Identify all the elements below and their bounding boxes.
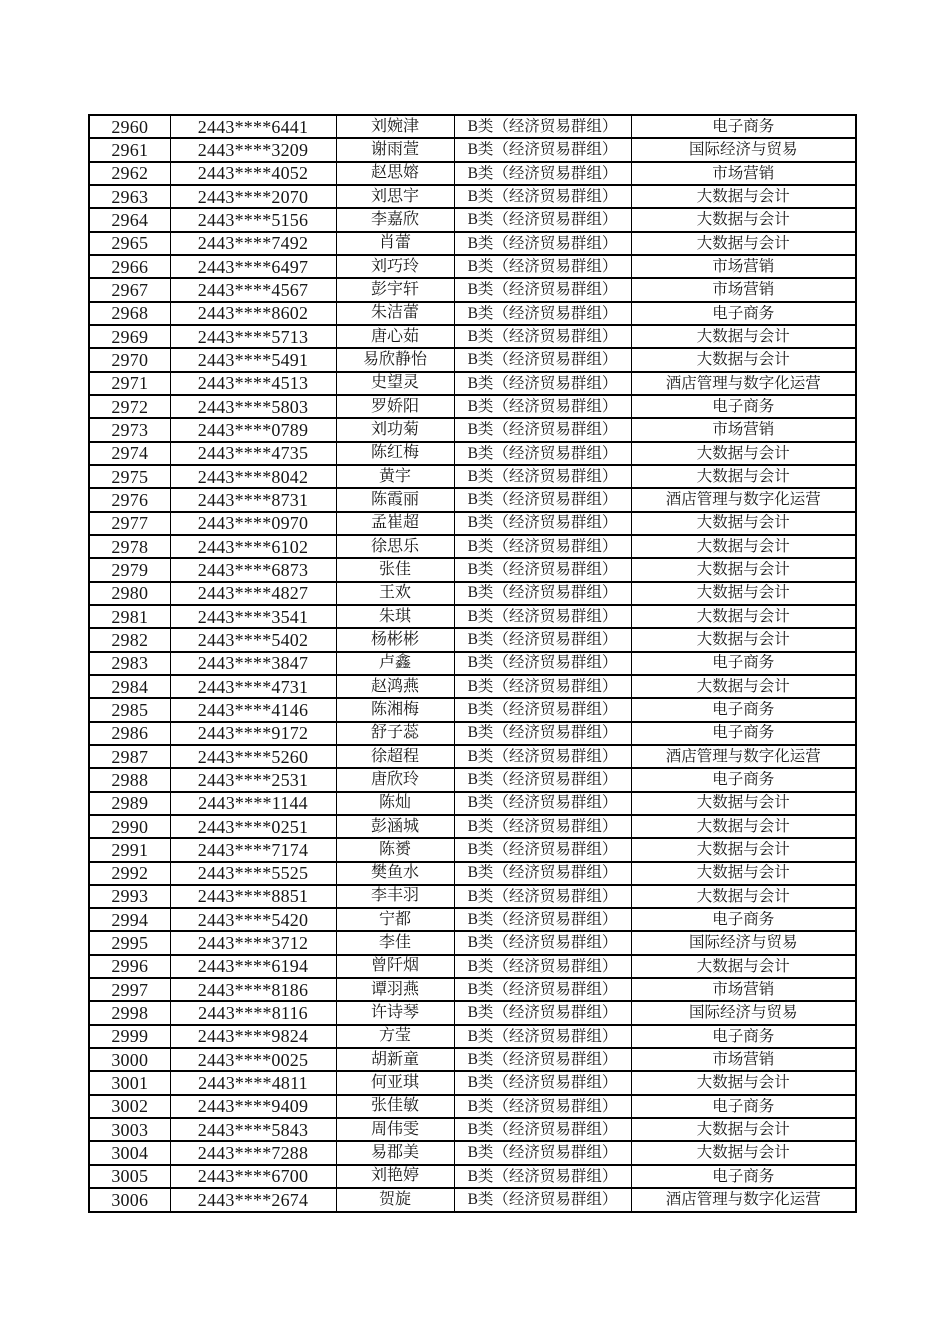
exam-category-cell: B类（经济贸易群组） <box>454 885 631 908</box>
candidate-name-cell: 何亚琪 <box>336 1071 454 1094</box>
masked-exam-id-cell: 2443****3712 <box>170 931 336 954</box>
exam-category-cell: B类（经济贸易群组） <box>454 185 631 208</box>
masked-exam-id-cell: 2443****4811 <box>170 1071 336 1094</box>
candidate-name-cell: 彭宇轩 <box>336 278 454 301</box>
serial-number-cell: 2984 <box>89 675 170 698</box>
candidate-name-cell: 方莹 <box>336 1025 454 1048</box>
candidate-name-cell: 胡新童 <box>336 1048 454 1071</box>
exam-category-cell: B类（经济贸易群组） <box>454 838 631 861</box>
masked-exam-id-cell: 2443****7492 <box>170 232 336 255</box>
admitted-major-cell: 大数据与会计 <box>631 675 856 698</box>
admitted-major-cell: 大数据与会计 <box>631 885 856 908</box>
serial-number-cell: 2970 <box>89 348 170 371</box>
exam-category-cell: B类（经济贸易群组） <box>454 558 631 581</box>
serial-number-cell: 3006 <box>89 1188 170 1212</box>
admitted-major-cell: 大数据与会计 <box>631 1071 856 1094</box>
serial-number-cell: 2979 <box>89 558 170 581</box>
exam-category-cell: B类（经济贸易群组） <box>454 442 631 465</box>
admitted-major-cell: 电子商务 <box>631 698 856 721</box>
exam-category-cell: B类（经济贸易群组） <box>454 138 631 161</box>
exam-category-cell: B类（经济贸易群组） <box>454 255 631 278</box>
candidate-name-cell: 陈灿 <box>336 792 454 815</box>
roster-table-row <box>89 862 856 885</box>
masked-exam-id-cell: 2443****4827 <box>170 582 336 605</box>
masked-exam-id-cell: 2443****4735 <box>170 442 336 465</box>
exam-category-cell: B类（经济贸易群组） <box>454 908 631 931</box>
candidate-name-cell: 肖蕾 <box>336 232 454 255</box>
candidate-name-cell: 陈红梅 <box>336 442 454 465</box>
serial-number-cell: 2994 <box>89 908 170 931</box>
masked-exam-id-cell: 2443****1144 <box>170 792 336 815</box>
masked-exam-id-cell: 2443****5803 <box>170 395 336 418</box>
serial-number-cell: 3000 <box>89 1048 170 1071</box>
exam-category-cell: B类（经济贸易群组） <box>454 208 631 231</box>
candidate-name-cell: 黄宇 <box>336 465 454 488</box>
admitted-major-cell: 大数据与会计 <box>631 815 856 838</box>
candidate-name-cell: 刘巧玲 <box>336 255 454 278</box>
candidate-name-cell: 徐超程 <box>336 745 454 768</box>
masked-exam-id-cell: 2443****5402 <box>170 628 336 651</box>
exam-category-cell: B类（经济贸易群组） <box>454 115 631 138</box>
masked-exam-id-cell: 2443****6497 <box>170 255 336 278</box>
masked-exam-id-cell: 2443****3209 <box>170 138 336 161</box>
masked-exam-id-cell: 2443****8602 <box>170 302 336 325</box>
serial-number-cell: 2991 <box>89 838 170 861</box>
masked-exam-id-cell: 2443****4567 <box>170 278 336 301</box>
masked-exam-id-cell: 2443****6194 <box>170 955 336 978</box>
exam-category-cell: B类（经济贸易群组） <box>454 1188 631 1212</box>
roster-table-row <box>89 908 856 931</box>
candidate-name-cell: 陈霞丽 <box>336 488 454 511</box>
admitted-major-cell: 电子商务 <box>631 1025 856 1048</box>
exam-category-cell: B类（经济贸易群组） <box>454 652 631 675</box>
candidate-name-cell: 王欢 <box>336 582 454 605</box>
masked-exam-id-cell: 2443****2674 <box>170 1188 336 1212</box>
serial-number-cell: 2985 <box>89 698 170 721</box>
exam-category-cell: B类（经济贸易群组） <box>454 931 631 954</box>
candidate-name-cell: 朱琪 <box>336 605 454 628</box>
exam-category-cell: B类（经济贸易群组） <box>454 325 631 348</box>
masked-exam-id-cell: 2443****8851 <box>170 885 336 908</box>
serial-number-cell: 2960 <box>89 115 170 138</box>
candidate-name-cell: 陈赟 <box>336 838 454 861</box>
roster-table-row <box>89 185 856 208</box>
roster-table-row <box>89 1188 856 1212</box>
candidate-name-cell: 唐欣玲 <box>336 768 454 791</box>
roster-table-row <box>89 1001 856 1024</box>
exam-category-cell: B类（经济贸易群组） <box>454 978 631 1001</box>
candidate-name-cell: 彭涵城 <box>336 815 454 838</box>
roster-table-row <box>89 815 856 838</box>
serial-number-cell: 2965 <box>89 232 170 255</box>
serial-number-cell: 3002 <box>89 1095 170 1118</box>
roster-table-row <box>89 1165 856 1188</box>
admitted-major-cell: 市场营销 <box>631 418 856 441</box>
serial-number-cell: 2968 <box>89 302 170 325</box>
exam-category-cell: B类（经济贸易群组） <box>454 792 631 815</box>
serial-number-cell: 2966 <box>89 255 170 278</box>
roster-table-row <box>89 278 856 301</box>
exam-category-cell: B类（经济贸易群组） <box>454 582 631 605</box>
admitted-major-cell: 电子商务 <box>631 1095 856 1118</box>
masked-exam-id-cell: 2443****5491 <box>170 348 336 371</box>
masked-exam-id-cell: 2443****9172 <box>170 722 336 745</box>
roster-table-row <box>89 768 856 791</box>
roster-table-row <box>89 838 856 861</box>
masked-exam-id-cell: 2443****8186 <box>170 978 336 1001</box>
masked-exam-id-cell: 2443****5525 <box>170 862 336 885</box>
admitted-major-cell: 酒店管理与数字化运营 <box>631 1188 856 1212</box>
candidate-name-cell: 李佳 <box>336 931 454 954</box>
candidate-name-cell: 孟崔超 <box>336 512 454 535</box>
admitted-major-cell: 市场营销 <box>631 1048 856 1071</box>
exam-category-cell: B类（经济贸易群组） <box>454 302 631 325</box>
admitted-major-cell: 大数据与会计 <box>631 325 856 348</box>
masked-exam-id-cell: 2443****4513 <box>170 372 336 395</box>
exam-category-cell: B类（经济贸易群组） <box>454 815 631 838</box>
candidate-name-cell: 李嘉欣 <box>336 208 454 231</box>
roster-table-row <box>89 722 856 745</box>
roster-table-row <box>89 302 856 325</box>
candidate-name-cell: 易欣静怡 <box>336 348 454 371</box>
serial-number-cell: 2962 <box>89 162 170 185</box>
roster-table-row <box>89 232 856 255</box>
roster-table-row <box>89 488 856 511</box>
exam-category-cell: B类（经济贸易群组） <box>454 955 631 978</box>
exam-category-cell: B类（经济贸易群组） <box>454 1095 631 1118</box>
candidate-name-cell: 谢雨萱 <box>336 138 454 161</box>
roster-table-row <box>89 348 856 371</box>
candidate-name-cell: 陈湘梅 <box>336 698 454 721</box>
exam-category-cell: B类（经济贸易群组） <box>454 488 631 511</box>
candidate-name-cell: 许诗琴 <box>336 1001 454 1024</box>
exam-category-cell: B类（经济贸易群组） <box>454 698 631 721</box>
admitted-major-cell: 大数据与会计 <box>631 232 856 255</box>
masked-exam-id-cell: 2443****3541 <box>170 605 336 628</box>
serial-number-cell: 2981 <box>89 605 170 628</box>
admitted-major-cell: 电子商务 <box>631 1165 856 1188</box>
roster-table-row <box>89 442 856 465</box>
admitted-major-cell: 大数据与会计 <box>631 792 856 815</box>
candidate-name-cell: 赵思嫆 <box>336 162 454 185</box>
admitted-major-cell: 大数据与会计 <box>631 348 856 371</box>
exam-category-cell: B类（经济贸易群组） <box>454 512 631 535</box>
roster-table-row <box>89 558 856 581</box>
exam-category-cell: B类（经济贸易群组） <box>454 1001 631 1024</box>
admitted-major-cell: 市场营销 <box>631 978 856 1001</box>
serial-number-cell: 2974 <box>89 442 170 465</box>
admitted-major-cell: 大数据与会计 <box>631 465 856 488</box>
roster-table-row <box>89 698 856 721</box>
serial-number-cell: 3004 <box>89 1141 170 1164</box>
roster-table-row <box>89 792 856 815</box>
masked-exam-id-cell: 2443****5420 <box>170 908 336 931</box>
serial-number-cell: 2976 <box>89 488 170 511</box>
exam-category-cell: B类（经济贸易群组） <box>454 1048 631 1071</box>
masked-exam-id-cell: 2443****4146 <box>170 698 336 721</box>
exam-category-cell: B类（经济贸易群组） <box>454 348 631 371</box>
roster-table-row <box>89 885 856 908</box>
serial-number-cell: 2998 <box>89 1001 170 1024</box>
exam-category-cell: B类（经济贸易群组） <box>454 1165 631 1188</box>
roster-table-row <box>89 931 856 954</box>
masked-exam-id-cell: 2443****7174 <box>170 838 336 861</box>
candidate-name-cell: 刘艳婷 <box>336 1165 454 1188</box>
roster-table-row <box>89 255 856 278</box>
serial-number-cell: 2992 <box>89 862 170 885</box>
serial-number-cell: 2977 <box>89 512 170 535</box>
roster-table-row <box>89 418 856 441</box>
admitted-major-cell: 市场营销 <box>631 255 856 278</box>
roster-table-row <box>89 1071 856 1094</box>
admitted-major-cell: 大数据与会计 <box>631 838 856 861</box>
roster-table-row <box>89 395 856 418</box>
candidate-name-cell: 周伟雯 <box>336 1118 454 1141</box>
serial-number-cell: 2975 <box>89 465 170 488</box>
roster-table-row <box>89 162 856 185</box>
roster-table-row <box>89 372 856 395</box>
admitted-major-cell: 大数据与会计 <box>631 185 856 208</box>
serial-number-cell: 2986 <box>89 722 170 745</box>
admitted-major-cell: 大数据与会计 <box>631 512 856 535</box>
masked-exam-id-cell: 2443****3847 <box>170 652 336 675</box>
roster-table-row <box>89 1118 856 1141</box>
admitted-major-cell: 电子商务 <box>631 395 856 418</box>
admitted-major-cell: 市场营销 <box>631 162 856 185</box>
admitted-major-cell: 大数据与会计 <box>631 628 856 651</box>
candidate-name-cell: 宁都 <box>336 908 454 931</box>
admitted-major-cell: 大数据与会计 <box>631 1141 856 1164</box>
roster-table-row <box>89 115 856 138</box>
serial-number-cell: 2971 <box>89 372 170 395</box>
candidate-name-cell: 史望灵 <box>336 372 454 395</box>
candidate-name-cell: 张佳 <box>336 558 454 581</box>
roster-table-row <box>89 1095 856 1118</box>
masked-exam-id-cell: 2443****0970 <box>170 512 336 535</box>
masked-exam-id-cell: 2443****8042 <box>170 465 336 488</box>
masked-exam-id-cell: 2443****2531 <box>170 768 336 791</box>
masked-exam-id-cell: 2443****5713 <box>170 325 336 348</box>
candidate-name-cell: 樊鱼水 <box>336 862 454 885</box>
admitted-major-cell: 电子商务 <box>631 652 856 675</box>
admitted-major-cell: 大数据与会计 <box>631 535 856 558</box>
admission-roster-table <box>88 114 857 1213</box>
serial-number-cell: 2983 <box>89 652 170 675</box>
roster-table-row <box>89 208 856 231</box>
serial-number-cell: 3005 <box>89 1165 170 1188</box>
candidate-name-cell: 李丰羽 <box>336 885 454 908</box>
candidate-name-cell: 贺旋 <box>336 1188 454 1212</box>
masked-exam-id-cell: 2443****0025 <box>170 1048 336 1071</box>
exam-category-cell: B类（经济贸易群组） <box>454 675 631 698</box>
exam-category-cell: B类（经济贸易群组） <box>454 1118 631 1141</box>
admitted-major-cell: 大数据与会计 <box>631 955 856 978</box>
masked-exam-id-cell: 2443****9409 <box>170 1095 336 1118</box>
admitted-major-cell: 国际经济与贸易 <box>631 1001 856 1024</box>
exam-category-cell: B类（经济贸易群组） <box>454 232 631 255</box>
roster-table-row <box>89 325 856 348</box>
masked-exam-id-cell: 2443****4052 <box>170 162 336 185</box>
admitted-major-cell: 大数据与会计 <box>631 605 856 628</box>
candidate-name-cell: 谭羽燕 <box>336 978 454 1001</box>
exam-category-cell: B类（经济贸易群组） <box>454 605 631 628</box>
serial-number-cell: 2993 <box>89 885 170 908</box>
candidate-name-cell: 徐思乐 <box>336 535 454 558</box>
serial-number-cell: 2982 <box>89 628 170 651</box>
serial-number-cell: 2969 <box>89 325 170 348</box>
candidate-name-cell: 张佳敏 <box>336 1095 454 1118</box>
masked-exam-id-cell: 2443****5156 <box>170 208 336 231</box>
exam-category-cell: B类（经济贸易群组） <box>454 745 631 768</box>
roster-table-row <box>89 1025 856 1048</box>
exam-category-cell: B类（经济贸易群组） <box>454 395 631 418</box>
serial-number-cell: 2999 <box>89 1025 170 1048</box>
candidate-name-cell: 唐心茹 <box>336 325 454 348</box>
exam-category-cell: B类（经济贸易群组） <box>454 162 631 185</box>
serial-number-cell: 3003 <box>89 1118 170 1141</box>
masked-exam-id-cell: 2443****2070 <box>170 185 336 208</box>
serial-number-cell: 2964 <box>89 208 170 231</box>
masked-exam-id-cell: 2443****7288 <box>170 1141 336 1164</box>
serial-number-cell: 2988 <box>89 768 170 791</box>
exam-category-cell: B类（经济贸易群组） <box>454 1025 631 1048</box>
admitted-major-cell: 大数据与会计 <box>631 208 856 231</box>
serial-number-cell: 2995 <box>89 931 170 954</box>
admitted-major-cell: 大数据与会计 <box>631 558 856 581</box>
serial-number-cell: 2987 <box>89 745 170 768</box>
roster-table-row <box>89 675 856 698</box>
admitted-major-cell: 酒店管理与数字化运营 <box>631 372 856 395</box>
admitted-major-cell: 大数据与会计 <box>631 442 856 465</box>
admitted-major-cell: 电子商务 <box>631 722 856 745</box>
serial-number-cell: 2997 <box>89 978 170 1001</box>
candidate-name-cell: 卢鑫 <box>336 652 454 675</box>
roster-table-row <box>89 1048 856 1071</box>
roster-table-row <box>89 652 856 675</box>
candidate-name-cell: 舒子蕊 <box>336 722 454 745</box>
admitted-major-cell: 电子商务 <box>631 768 856 791</box>
candidate-name-cell: 刘思宇 <box>336 185 454 208</box>
serial-number-cell: 2980 <box>89 582 170 605</box>
masked-exam-id-cell: 2443****6700 <box>170 1165 336 1188</box>
masked-exam-id-cell: 2443****8116 <box>170 1001 336 1024</box>
admitted-major-cell: 酒店管理与数字化运营 <box>631 745 856 768</box>
exam-category-cell: B类（经济贸易群组） <box>454 418 631 441</box>
candidate-name-cell: 杨彬彬 <box>336 628 454 651</box>
serial-number-cell: 2972 <box>89 395 170 418</box>
roster-table-row <box>89 1141 856 1164</box>
roster-table-row <box>89 138 856 161</box>
admitted-major-cell: 国际经济与贸易 <box>631 931 856 954</box>
masked-exam-id-cell: 2443****4731 <box>170 675 336 698</box>
masked-exam-id-cell: 2443****0789 <box>170 418 336 441</box>
exam-category-cell: B类（经济贸易群组） <box>454 1141 631 1164</box>
candidate-name-cell: 易郡美 <box>336 1141 454 1164</box>
serial-number-cell: 2973 <box>89 418 170 441</box>
candidate-name-cell: 赵鸿燕 <box>336 675 454 698</box>
candidate-name-cell: 罗娇阳 <box>336 395 454 418</box>
masked-exam-id-cell: 2443****8731 <box>170 488 336 511</box>
roster-table-row <box>89 512 856 535</box>
masked-exam-id-cell: 2443****9824 <box>170 1025 336 1048</box>
admitted-major-cell: 大数据与会计 <box>631 582 856 605</box>
roster-table-row <box>89 465 856 488</box>
candidate-name-cell: 刘功菊 <box>336 418 454 441</box>
serial-number-cell: 2967 <box>89 278 170 301</box>
roster-table-row <box>89 955 856 978</box>
exam-category-cell: B类（经济贸易群组） <box>454 862 631 885</box>
admitted-major-cell: 市场营销 <box>631 278 856 301</box>
exam-category-cell: B类（经济贸易群组） <box>454 372 631 395</box>
serial-number-cell: 2996 <box>89 955 170 978</box>
masked-exam-id-cell: 2443****5843 <box>170 1118 336 1141</box>
exam-category-cell: B类（经济贸易群组） <box>454 535 631 558</box>
exam-category-cell: B类（经济贸易群组） <box>454 722 631 745</box>
admitted-major-cell: 电子商务 <box>631 115 856 138</box>
candidate-name-cell: 刘婉津 <box>336 115 454 138</box>
serial-number-cell: 2989 <box>89 792 170 815</box>
serial-number-cell: 2990 <box>89 815 170 838</box>
admitted-major-cell: 电子商务 <box>631 908 856 931</box>
admitted-major-cell: 国际经济与贸易 <box>631 138 856 161</box>
admitted-major-cell: 电子商务 <box>631 302 856 325</box>
candidate-name-cell: 曾阡烟 <box>336 955 454 978</box>
serial-number-cell: 2961 <box>89 138 170 161</box>
roster-table-body <box>89 115 856 1212</box>
exam-category-cell: B类（经济贸易群组） <box>454 1071 631 1094</box>
serial-number-cell: 2978 <box>89 535 170 558</box>
masked-exam-id-cell: 2443****5260 <box>170 745 336 768</box>
exam-category-cell: B类（经济贸易群组） <box>454 278 631 301</box>
admitted-major-cell: 酒店管理与数字化运营 <box>631 488 856 511</box>
admitted-major-cell: 大数据与会计 <box>631 1118 856 1141</box>
exam-category-cell: B类（经济贸易群组） <box>454 465 631 488</box>
roster-table-row <box>89 582 856 605</box>
roster-table-row <box>89 978 856 1001</box>
exam-category-cell: B类（经济贸易群组） <box>454 768 631 791</box>
roster-table-row <box>89 745 856 768</box>
candidate-name-cell: 朱洁蕾 <box>336 302 454 325</box>
exam-category-cell: B类（经济贸易群组） <box>454 628 631 651</box>
masked-exam-id-cell: 2443****6873 <box>170 558 336 581</box>
admitted-major-cell: 大数据与会计 <box>631 862 856 885</box>
masked-exam-id-cell: 2443****6102 <box>170 535 336 558</box>
serial-number-cell: 2963 <box>89 185 170 208</box>
masked-exam-id-cell: 2443****6441 <box>170 115 336 138</box>
serial-number-cell: 3001 <box>89 1071 170 1094</box>
roster-table-row <box>89 605 856 628</box>
roster-table-row <box>89 628 856 651</box>
masked-exam-id-cell: 2443****0251 <box>170 815 336 838</box>
roster-table-row <box>89 535 856 558</box>
